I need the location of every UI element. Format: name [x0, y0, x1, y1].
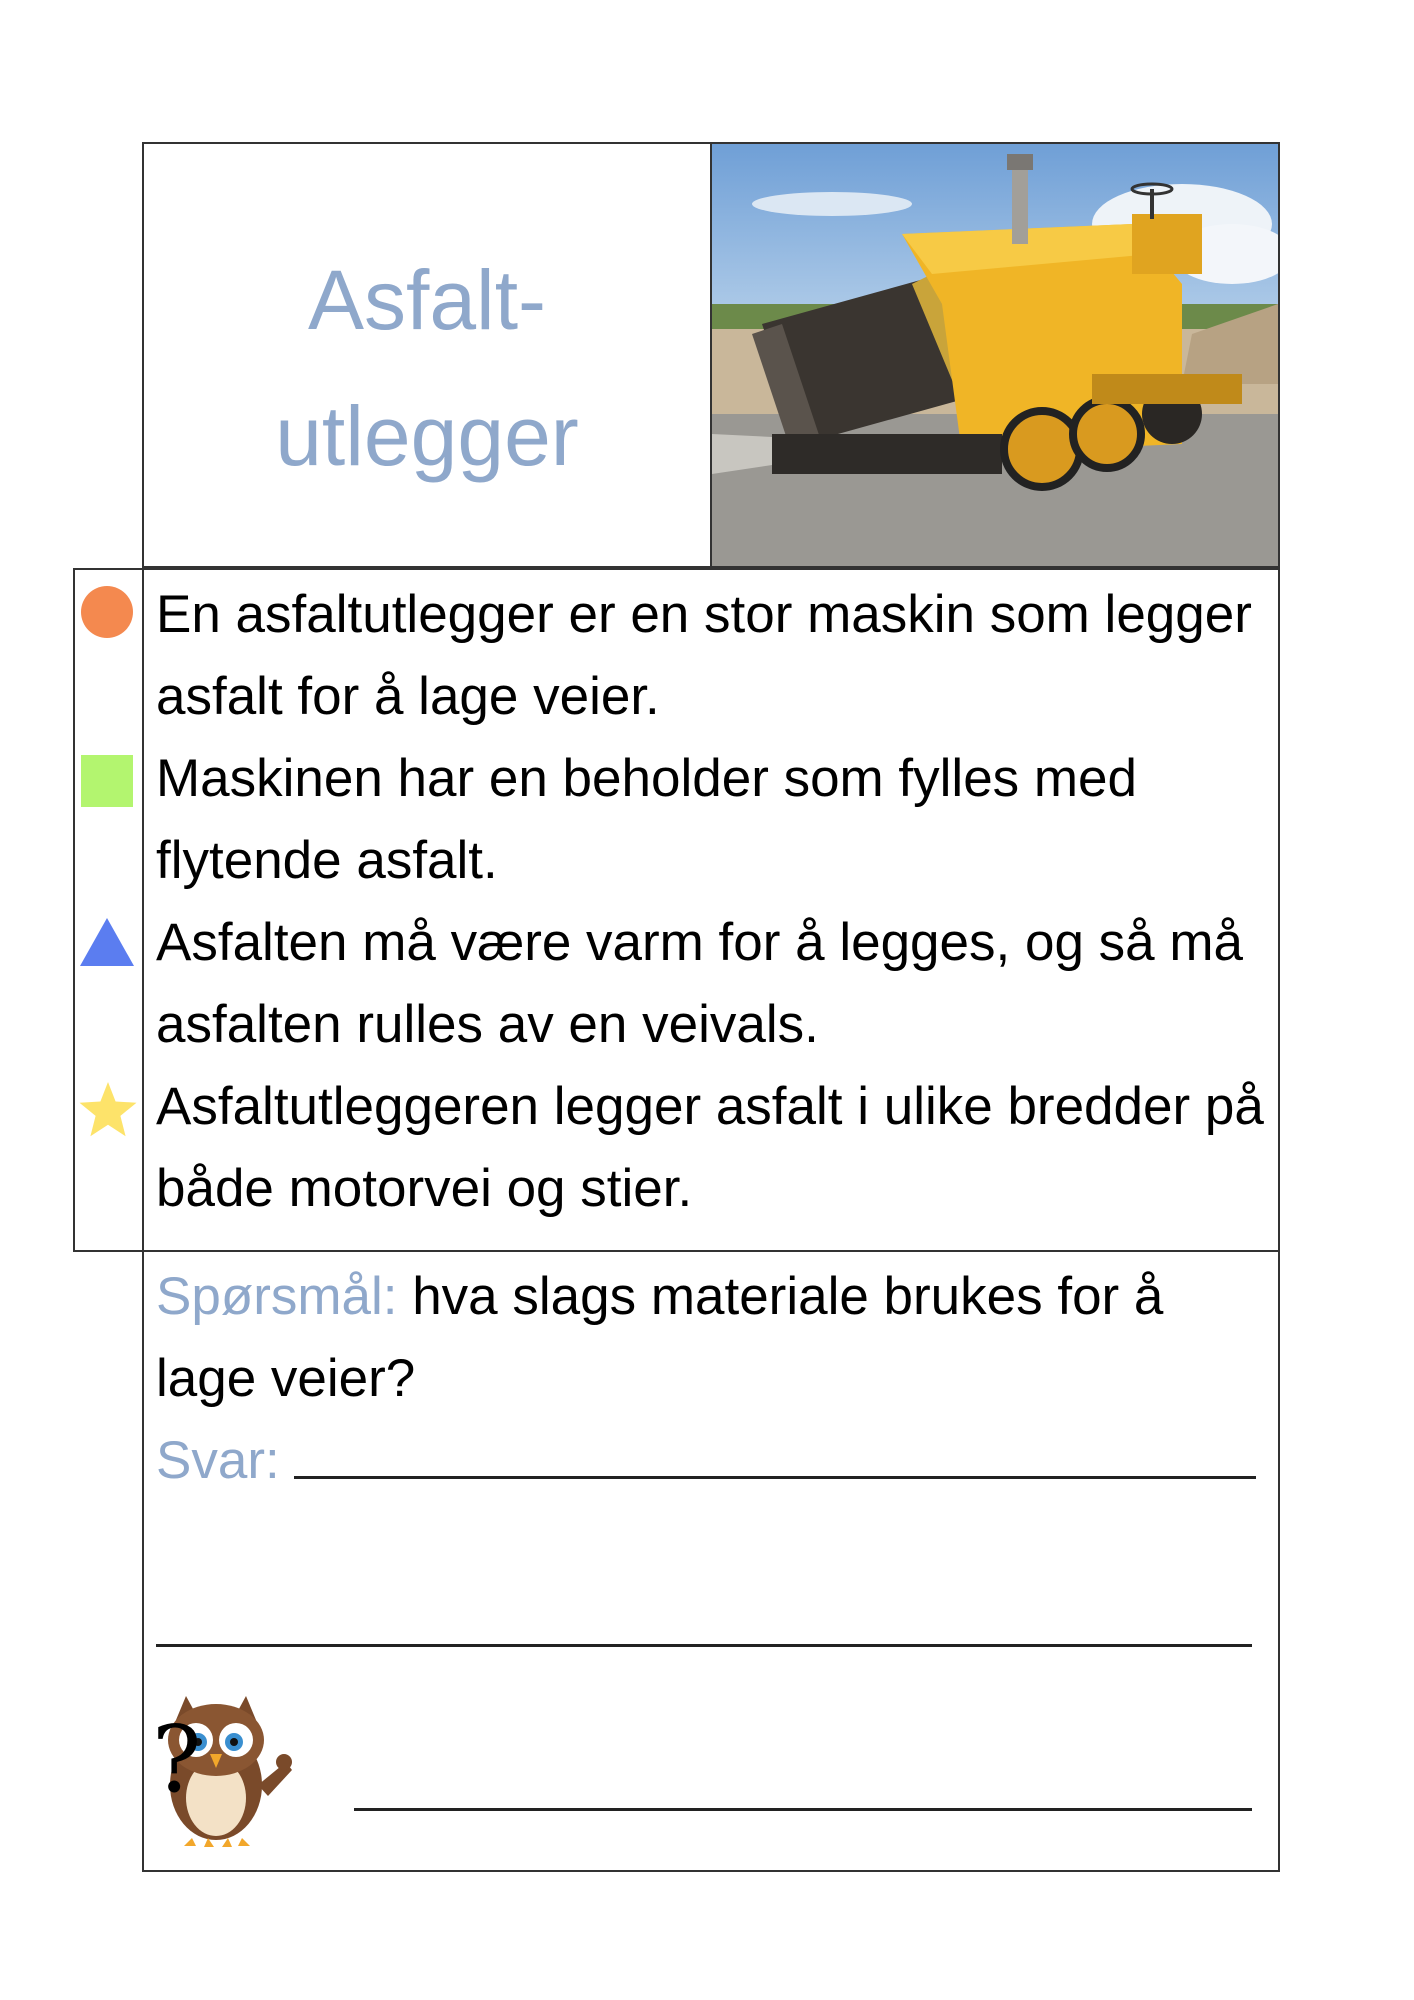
facts-list — [156, 574, 1266, 1230]
fact-2: Maskinen har en beholder som fylles med flytende asfalt. — [156, 749, 1137, 890]
blue-triangle-icon — [78, 916, 136, 968]
answer-row — [156, 1420, 1266, 1502]
fact-4: Asfaltutleggeren legger asfalt i ulike bredder på både motorvei og stier. — [156, 1077, 1264, 1218]
fact-3: Asfalten må være varm for å legges, og så må asfalten rulles av en veivals. — [156, 913, 1243, 1054]
answer-line-1[interactable] — [294, 1476, 1256, 1479]
answer-line-2[interactable] — [156, 1644, 1252, 1647]
fact-1: En asfaltutlegger er en stor maskin som legger asfalt for å lage veier. — [156, 585, 1252, 726]
question-cell — [142, 1252, 1280, 1872]
orange-circle-icon — [79, 584, 135, 640]
owl-question-mark: ? — [152, 1706, 202, 1813]
title-line-2: utlegger — [275, 389, 579, 483]
question-block — [156, 1256, 1266, 1502]
own-question-line[interactable] — [354, 1808, 1252, 1811]
marker-column — [73, 568, 142, 1252]
facts-cell — [142, 568, 1280, 1252]
answer-label: Svar: — [156, 1431, 280, 1490]
title-line-1: Asfalt- — [307, 253, 547, 347]
title-cell — [142, 142, 710, 568]
question-label: Spørsmål: — [156, 1267, 398, 1326]
asphalt-paver-photo — [710, 142, 1280, 568]
question-text: hva slags materiale brukes for å lage veier? — [156, 1267, 1164, 1408]
asphalt-paver-image — [712, 144, 1278, 566]
green-square-icon — [81, 755, 133, 807]
question — [156, 1256, 1266, 1420]
yellow-star-icon — [77, 1080, 139, 1140]
card-title — [144, 232, 710, 504]
